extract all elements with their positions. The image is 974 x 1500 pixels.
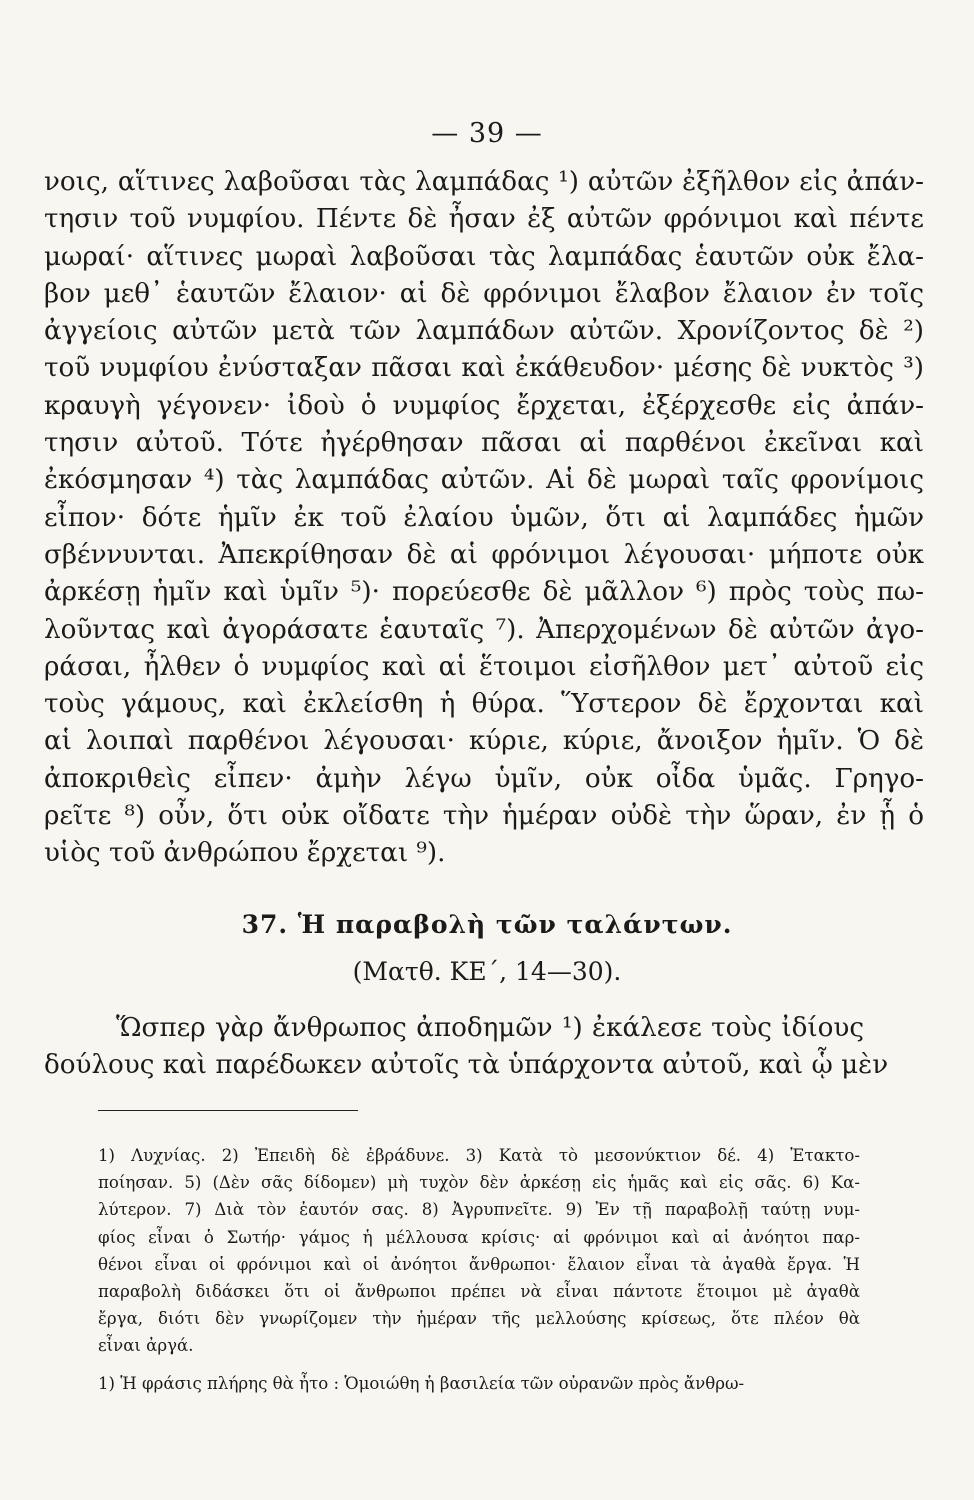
text-line: ρεῖτε ⁸) οὖν, ὅτι οὐκ οἴδατε τὴν ἡμέραν οὐδὲ τὴν ὥραν, ἐν ᾗ ὁ [44,801,924,832]
section-title: 37. Ἡ παραβολὴ τῶν ταλάντων. [241,910,733,939]
section-text [44,1010,889,1085]
footnote-line: παραβολὴ διδάσκει ὅτι οἱ ἄνθρωποι πρέπει νὰ εἶναι πάντοτε ἕτοιμοι μὲ ἀγαθὰ [98,1281,860,1301]
footnote-line: θένοι εἶναι οἱ φρόνιμοι καὶ οἱ ἀνόητοι ἄνθρωποι· ἔλαιον εἶναι τὰ ἀγαθὰ ἔργα. Ἡ [98,1254,860,1274]
footnote-divider [98,1110,358,1111]
footnote-line: 1) Ἡ φράσις πλήρης θὰ ἦτο : Ὁμοιώθη ἡ βασιλεία τῶν οὐρανῶν πρὸς ἄνθρω- [98,1373,745,1393]
text-line: νοις, αἵτινες λαβοῦσαι τὰς λαμπάδας ¹) αὐτῶν ἐξῆλθον εἰς ἀπάν- [44,167,924,197]
text-line: αἱ λοιπαὶ παρθένοι λέγουσαι· κύριε, κύριε, ἄνοιξον ἡμῖν. Ὁ δὲ [44,726,924,757]
footnote-line: ἔργα, διότι δὲν γνωρίζομεν τὴν ἡμέραν τῆς μελλούσης κρίσεως, ὅτε πλέον θὰ [98,1309,860,1329]
footnote-line: 1) Λυχνίας. 2) Ἐπειδὴ δὲ ἐβράδυνε. 3) Κατὰ τὸ μεσονύκτιον δέ. 4) Ἐτακτο- [98,1146,860,1165]
text-line: ἐκόσμησαν ⁴) τὰς λαμπάδας αὐτῶν. Αἱ δὲ μωραὶ ταῖς φρονίμοις [44,465,924,496]
text-line: εἶπον· δότε ἡμῖν ἐκ τοῦ ἐλαίου ὑμῶν, ὅτι αἱ λαμπάδες ἡμῶν [44,502,924,533]
text-line: τοὺς γάμους, καὶ ἐκλείσθη ἡ θύρα. Ὕστερον δὲ ἔρχονται καὶ [44,689,924,720]
text-line: υἱὸς τοῦ ἀνθρώπου ἔρχεται ⁹). [44,838,446,869]
text-line: τησιν αὐτοῦ. Τότε ἠγέρθησαν πᾶσαι αἱ παρθένοι ἐκεῖναι καὶ [44,428,924,459]
text-line: λοῦντας καὶ ἀγοράσατε ἑαυταῖς ⁷). Ἀπερχομένων δὲ αὐτῶν ἀγο- [44,614,924,645]
text-line: κραυγὴ γέγονεν· ἰδοὺ ὁ νυμφίος ἔρχεται, ἐξέρχεσθε εἰς ἀπάν- [44,390,924,421]
main-text [44,164,924,873]
text-line: ράσαι, ἦλθεν ὁ νυμφίος καὶ αἱ ἕτοιμοι εἰσῆλθον μετ᾽ αὐτοῦ εἰς [44,651,924,682]
section-reference: (Ματθ. ΚΕ΄, 14—30). [352,957,622,986]
footnotes [98,1142,860,1397]
footnote-line: φίος εἶναι ὁ Σωτήρ· γάμος ἡ μέλλουσα κρίσις· αἱ φρόνιμοι καὶ αἱ ἀνόητοι παρ- [98,1227,860,1247]
text-line: τοῦ νυμφίου ἐνύσταξαν πᾶσαι καὶ ἐκάθευδον· μέσης δὲ νυκτὸς ³) [44,353,924,384]
text-line: τησιν τοῦ νυμφίου. Πέντε δὲ ἦσαν ἐξ αὐτῶν φρόνιμοι καὶ πέντε [44,204,924,235]
footnote-line: εἶναι ἀργά. [98,1336,194,1356]
text-line: σβέννυνται. Ἀπεκρίθησαν δὲ αἱ φρόνιμοι λέγουσαι· μήποτε οὐκ [44,539,924,570]
text-line: βον μεθ᾽ ἑαυτῶν ἔλαιον· αἱ δὲ φρόνιμοι ἔλαβον ἔλαιον ἐν τοῖς [44,278,924,309]
text-line: ἀρκέσῃ ἡμῖν καὶ ὑμῖν ⁵)· πορεύεσθε δὲ μᾶλλον ⁶) πρὸς τοὺς πω- [44,577,924,608]
text-line: ἀποκριθεὶς εἶπεν· ἀμὴν λέγω ὑμῖν, οὐκ οἶδα ὑμᾶς. Γρηγο- [44,763,924,794]
text-line: μωραί· αἵτινες μωραὶ λαβοῦσαι τὰς λαμπάδας ἑαυτῶν οὐκ ἔλα- [44,241,924,272]
text-line: Ὥσπερ γὰρ ἄνθρωπος ἀποδημῶν ¹) ἐκάλεσε τοὺς ἰδίους [116,1013,864,1043]
footnote-line: ποίησαν. 5) (Δὲν σᾶς δίδομεν) μὴ τυχὸν δὲν ἀρκέσῃ εἰς ἡμᾶς καὶ εἰς σᾶς. 6) Κα- [98,1173,860,1193]
text-line: ἀγγείοις αὐτῶν μετὰ τῶν λαμπάδων αὐτῶν. Χρονίζοντος δὲ ²) [44,316,924,347]
footnote-line: λύτερον. 7) Διὰ τὸν ἑαυτόν σας. 8) Ἀγρυπνεῖτε. 9) Ἐν τῇ παραβολῇ ταύτῃ νυμ- [98,1200,860,1220]
text-line: δούλους καὶ παρέδωκεν αὐτοῖς τὰ ὑπάρχοντα αὐτοῦ, καὶ ᾧ μὲν [44,1050,889,1081]
page-number: — 39 — [431,118,543,149]
